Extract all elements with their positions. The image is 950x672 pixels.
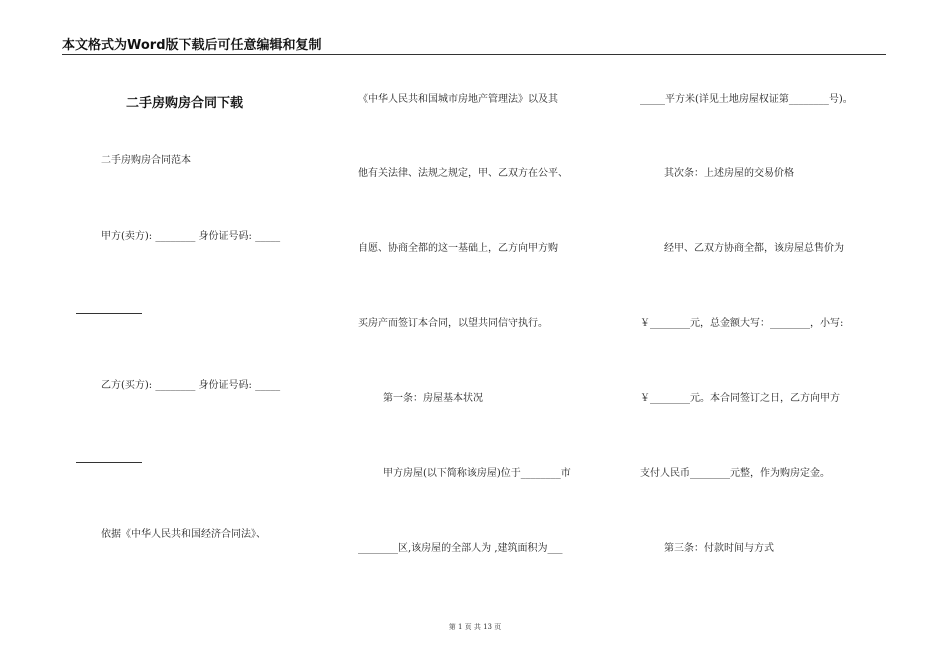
document-header [62, 34, 886, 55]
text-line: 支付人民币________元整，作为购房定金。 [640, 468, 830, 479]
text-line: ￥________元。本合同签订之日，乙方向甲方 [640, 393, 840, 404]
text-line-contract-template: 二手房购房合同范本 [101, 155, 191, 166]
section-heading-article-2: 其次条：上述房屋的交易价格 [664, 168, 794, 179]
text-line: 《中华人民共和国城市房地产管理法》以及其 [358, 94, 558, 105]
section-heading-article-1: 第一条：房屋基本状况 [383, 393, 483, 404]
text-line: 买房产而签订本合同，以望共同信守执行。 [358, 318, 548, 329]
text-line: ________区,该房屋的全部人为 ,建筑面积为___ [358, 543, 563, 554]
text-line: ￥________元，总金额大写：________，小写: [640, 318, 844, 329]
section-heading-article-3: 第三条：付款时间与方式 [664, 543, 774, 554]
text-line: 自愿、协商全都的这一基础上，乙方向甲方购 [358, 243, 558, 254]
text-line: 经甲、乙双方协商全都，该房屋总售价为 [664, 243, 844, 254]
document-title: 二手房购房合同下载 [126, 96, 244, 111]
text-line-party-a: 甲方(卖方): ________ 身份证号码: _____ [101, 231, 281, 242]
text-line-legal-basis: 依据《中华人民共和国经济合同法》、 [101, 529, 266, 540]
text-line-party-b: 乙方(买方): ________ 身份证号码: _____ [101, 380, 281, 391]
page-number: 第 1 页 共 13 页 [448, 623, 502, 631]
text-line: _____平方米(详见土地房屋权证第________号)。 [640, 94, 853, 105]
blank-underline [76, 313, 142, 314]
text-line: 他有关法律、法规之规定，甲、乙双方在公平、 [358, 168, 568, 179]
header-title: 本文格式为Word版下载后可任意编辑和复制 [62, 38, 322, 53]
blank-underline [76, 462, 142, 463]
text-line: 甲方房屋(以下简称该房屋)位于________市 [383, 468, 571, 479]
